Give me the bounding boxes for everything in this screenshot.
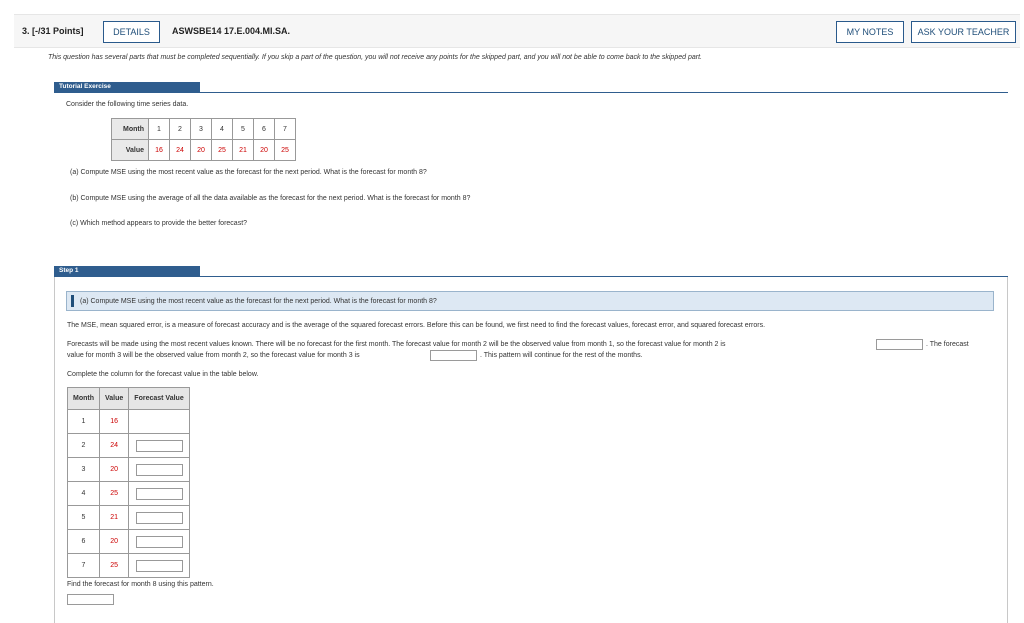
row-forecast — [129, 458, 189, 482]
step-question-text: (a) Compute MSE using the most recent value as the forecast for the next period. What is the forecast for month 8? — [80, 298, 437, 305]
step-question-banner — [66, 291, 994, 311]
row-value: 24 — [100, 434, 129, 458]
forecast-paragraph-2: . The forecast — [926, 341, 969, 348]
month-cell: 3 — [191, 119, 212, 140]
month-row — [112, 119, 296, 140]
forecast-input[interactable] — [136, 512, 183, 524]
row-value: 20 — [100, 458, 129, 482]
col-value-header: Value — [100, 388, 129, 410]
part-a-text: (a) Compute MSE using the most recent value as the forecast for the next period. What is the forecast for month 8? — [70, 169, 427, 176]
table-row — [68, 530, 190, 554]
find-month-8-text: Find the forecast for month 8 using this pattern. — [67, 581, 214, 588]
question-code: ASWSBE14 17.E.004.MI.SA. — [172, 26, 291, 36]
month-cell: 1 — [149, 119, 170, 140]
month-cell: 7 — [275, 119, 296, 140]
row-forecast — [129, 434, 189, 458]
part-b-text: (b) Compute MSE using the average of all the data available as the forecast for the next period. What is the forecast for month 8? — [70, 195, 471, 202]
row-month: 6 — [68, 530, 100, 554]
table-row — [68, 458, 190, 482]
value-row — [112, 140, 296, 161]
value-cell: 21 — [233, 140, 254, 161]
value-cell: 25 — [275, 140, 296, 161]
forecast-paragraph-1: Forecasts will be made using the most recent values known. There will be no forecast for the first month. The forecast value for month 2 will be the observed value from month 1, so the forecast value for month 2 is — [67, 341, 726, 348]
value-cell: 25 — [212, 140, 233, 161]
tutorial-prompt: Consider the following time series data. — [66, 101, 189, 108]
forecast-table-header — [68, 388, 190, 410]
tutorial-divider — [54, 92, 1008, 93]
forecast-input[interactable] — [136, 488, 183, 500]
row-value: 25 — [100, 554, 129, 578]
step-tab: Step 1 — [54, 266, 200, 276]
row-value: 20 — [100, 530, 129, 554]
month-row-label: Month — [112, 119, 149, 140]
points-label: [-/31 Points] — [32, 26, 84, 36]
value-row-label: Value — [112, 140, 149, 161]
tutorial-tab: Tutorial Exercise — [54, 82, 200, 92]
row-forecast — [129, 530, 189, 554]
mse-paragraph: The MSE, mean squared error, is a measure of forecast accuracy and is the average of the squared forecast errors. Before this can be found, we first need to find the forecast values, forecast error, and squared forecast errors. — [67, 322, 766, 329]
row-forecast — [129, 554, 189, 578]
details-button[interactable]: DETAILS — [103, 21, 160, 43]
row-month: 2 — [68, 434, 100, 458]
row-forecast — [129, 482, 189, 506]
table-row — [68, 506, 190, 530]
forecast-input[interactable] — [136, 560, 183, 572]
table-row — [68, 554, 190, 578]
table-row — [68, 434, 190, 458]
value-cell: 16 — [149, 140, 170, 161]
forecast-paragraph-3: value for month 3 will be the observed value from month 2, so the forecast value for month 3 is — [67, 352, 360, 359]
table-row — [68, 410, 190, 434]
ask-teacher-button[interactable]: ASK YOUR TEACHER — [911, 21, 1016, 43]
forecast-input[interactable] — [136, 464, 183, 476]
value-cell: 20 — [191, 140, 212, 161]
row-forecast-empty — [129, 410, 189, 434]
banner-accent-bar — [71, 295, 74, 307]
forecast-month-2-input[interactable] — [876, 339, 923, 350]
row-month: 4 — [68, 482, 100, 506]
value-cell: 24 — [170, 140, 191, 161]
question-number: 3. [-/31 Points] — [22, 26, 84, 36]
forecast-input[interactable] — [136, 536, 183, 548]
forecast-input[interactable] — [136, 440, 183, 452]
my-notes-button[interactable]: MY NOTES — [836, 21, 904, 43]
month-cell: 5 — [233, 119, 254, 140]
forecast-paragraph-4: . This pattern will continue for the rest of the months. — [480, 352, 643, 359]
question-header — [14, 14, 1020, 48]
forecast-month-3-input[interactable] — [430, 350, 477, 361]
value-cell: 20 — [254, 140, 275, 161]
table-row — [68, 482, 190, 506]
forecast-month-8-input[interactable] — [67, 594, 114, 605]
complete-instruction: Complete the column for the forecast value in the table below. — [67, 371, 259, 378]
col-forecast-header: Forecast Value — [129, 388, 189, 410]
part-c-text: (c) Which method appears to provide the better forecast? — [70, 220, 248, 227]
col-month-header: Month — [68, 388, 100, 410]
intro-text: This question has several parts that must be completed sequentially. If you skip a part of the question, you will not receive any points for the skipped part, and you will not be able to come back to the skipped part. — [48, 54, 702, 61]
time-series-table — [111, 118, 296, 161]
row-month: 5 — [68, 506, 100, 530]
row-forecast — [129, 506, 189, 530]
row-month: 7 — [68, 554, 100, 578]
month-cell: 2 — [170, 119, 191, 140]
month-cell: 4 — [212, 119, 233, 140]
row-value: 16 — [100, 410, 129, 434]
row-value: 25 — [100, 482, 129, 506]
month-cell: 6 — [254, 119, 275, 140]
row-month: 1 — [68, 410, 100, 434]
forecast-table — [67, 387, 190, 578]
row-value: 21 — [100, 506, 129, 530]
row-month: 3 — [68, 458, 100, 482]
